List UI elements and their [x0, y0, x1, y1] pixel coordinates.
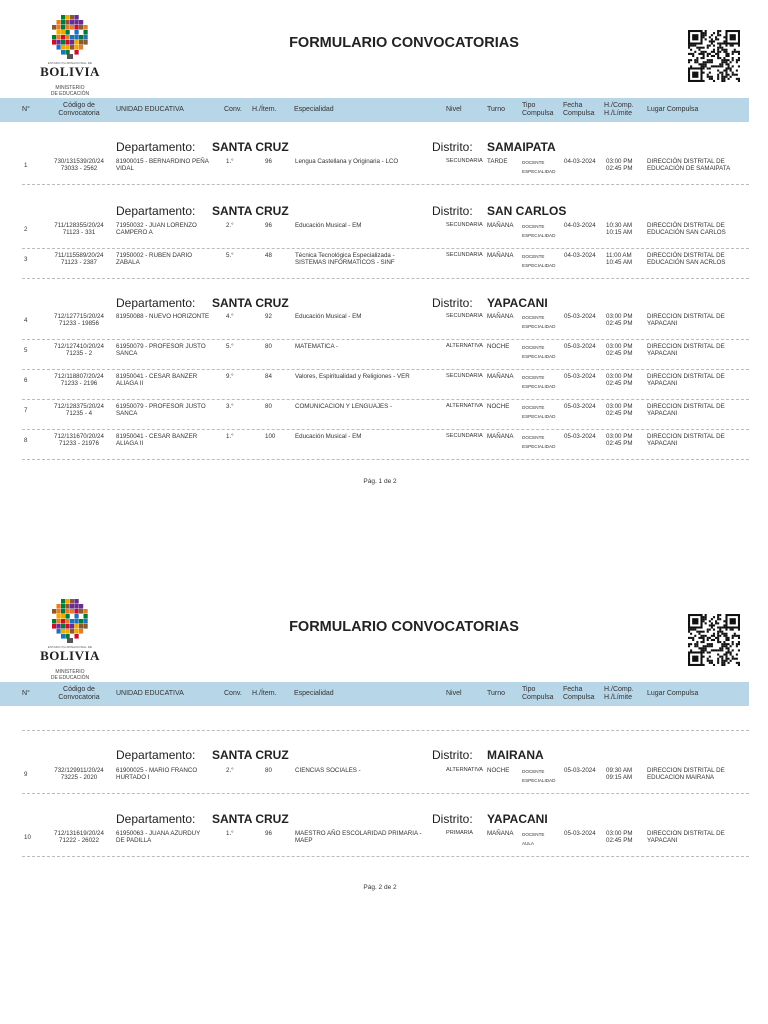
column-header-nivel: Nivel [446, 690, 462, 697]
cell-nivel: SECUNDARIA [446, 373, 483, 379]
cell-lugar: DIRECCIÓN DISTRITAL DE EDUCACIÓN DE SAMAIPATA [647, 158, 731, 173]
cell-conv: 2.° [226, 767, 234, 774]
distrito-value: YAPACANI [487, 812, 548, 826]
distrito-value: SAN CARLOS [487, 204, 567, 218]
column-header-item: H./Ítem. [252, 690, 277, 697]
row-divider [22, 278, 749, 279]
cell-unidad: 61950063 - JUANA AZURDUY DE PADILLA [116, 830, 201, 845]
cell-num: 9 [24, 771, 28, 778]
cell-item: 80 [265, 767, 272, 774]
departamento-value: SANTA CRUZ [212, 812, 289, 826]
cell-conv: 9.° [226, 373, 234, 380]
cell-nivel: SECUNDARIA [446, 222, 483, 228]
cell-tipo: DOCENTE ESPECIALIDAD [522, 435, 556, 449]
cell-unidad: 81900015 - BERNARDINO PEÑA VIDAL [116, 158, 209, 173]
cell-fecha: 05-03-2024 [564, 373, 596, 380]
cell-num: 8 [24, 437, 28, 444]
cell-fecha: 04-03-2024 [564, 252, 596, 259]
cell-lugar: DIRECCIÓN DISTRITAL DE EDUCACIÓN SAN ACRLOS [647, 252, 726, 267]
cell-tipo: DOCENTE ESPECIALIDAD [522, 405, 556, 419]
column-header-especialidad: Especialidad [294, 690, 334, 697]
column-header-conv: Conv. [224, 106, 242, 113]
column-header-codigo: Código de Convocatoria [58, 102, 100, 117]
form-title: FORMULARIO CONVOCATORIAS [289, 619, 519, 635]
cell-hcomp: 03:00 PM 02:45 PM [606, 433, 633, 448]
column-header-tipo: Tipo Compulsa [522, 102, 554, 117]
distrito-label: Distrito: [432, 204, 473, 218]
cell-hcomp: 03:00 PM 02:45 PM [606, 373, 633, 388]
cell-especialidad: CIENCIAS SOCIALES - [295, 767, 361, 774]
column-header-fecha: Fecha Compulsa [563, 686, 595, 701]
cell-especialidad: Educación Musical - EM [295, 433, 362, 440]
row-divider [22, 459, 749, 460]
cell-unidad: 61900025 - MARIO FRANCO HURTADO I [116, 767, 198, 782]
cell-especialidad: Técnica Tecnológica Especializada - SISTEMAS INFORMATICOS - SINF [295, 252, 395, 267]
column-header-unidad: UNIDAD EDUCATIVA [116, 690, 184, 697]
cell-lugar: DIRECCION DISTRITAL DE YAPACANI [647, 433, 725, 448]
cell-unidad: 61950079 - PROFESOR JUSTO SANCA [116, 343, 206, 358]
cell-turno: NOCHE [487, 343, 510, 350]
cell-conv: 5.° [226, 252, 234, 259]
distrito-label: Distrito: [432, 812, 473, 826]
cell-unidad: 61950079 - PROFESOR JUSTO SANCA [116, 403, 206, 418]
table-header [0, 98, 749, 122]
row-divider [22, 369, 749, 370]
cell-codigo: 712/131670/20/24 71233 - 21976 [54, 433, 104, 448]
cell-unidad: 81950088 - NUEVO HORIZONTE [116, 313, 210, 320]
row-divider [22, 184, 749, 185]
cell-turno: MAÑANA [487, 830, 514, 837]
cell-nivel: ALTERNATIVA [446, 343, 483, 349]
cell-codigo: 712/128375/20/24 71235 - 4 [54, 403, 104, 418]
row-divider [22, 429, 749, 430]
cell-hcomp: 03:00 PM 02:45 PM [606, 830, 633, 845]
departamento-label: Departamento: [116, 748, 196, 762]
cell-tipo: DOCENTE ESPECIALIDAD [522, 375, 556, 389]
cell-num: 6 [24, 377, 28, 384]
row-divider [22, 339, 749, 340]
cell-item: 48 [265, 252, 272, 259]
distrito-value: YAPACANI [487, 296, 548, 310]
cell-nivel: SECUNDARIA [446, 158, 483, 164]
cell-hcomp: 03:00 PM 02:45 PM [606, 343, 633, 358]
departamento-label: Departamento: [116, 140, 196, 154]
logo-state-text: ESTADO PLURINACIONAL DE [47, 645, 93, 649]
logo-ministry-text: MINISTERIO DE EDUCACIÓN [50, 669, 90, 681]
departamento-label: Departamento: [116, 812, 196, 826]
cell-item: 80 [265, 403, 272, 410]
cell-item: 84 [265, 373, 272, 380]
departamento-value: SANTA CRUZ [212, 296, 289, 310]
cell-codigo: 732/129911/20/24 73225 - 2020 [54, 767, 104, 782]
cell-item: 96 [265, 158, 272, 165]
column-header-item: H./Ítem. [252, 106, 277, 113]
cell-hcomp: 09:30 AM 09:15 AM [606, 767, 633, 782]
cell-turno: MAÑANA [487, 433, 514, 440]
cell-hcomp: 03:00 PM 02:45 PM [606, 313, 633, 328]
cell-item: 92 [265, 313, 272, 320]
cell-num: 7 [24, 407, 28, 414]
cell-lugar: DIRECCIÓN DISTRITAL DE EDUCACIÓN SAN CARLOS [647, 222, 726, 237]
cell-fecha: 05-03-2024 [564, 767, 596, 774]
distrito-value: SAMAIPATA [487, 140, 556, 154]
cell-especialidad: MATEMATICA - [295, 343, 339, 350]
cell-codigo: 712/127715/20/24 71233 - 19856 [54, 313, 104, 328]
logo-country-text: BOLIVIA [40, 648, 100, 663]
cell-especialidad: Educación Musical - EM [295, 313, 362, 320]
cell-hcomp: 10:30 AM 10:15 AM [606, 222, 633, 237]
cell-num: 3 [24, 256, 28, 263]
column-header-num: N° [22, 106, 30, 113]
distrito-label: Distrito: [432, 140, 473, 154]
cell-lugar: DIRECCION DISTRITAL DE YAPACANI [647, 373, 725, 388]
cell-unidad: 71950002 - RUBEN DARIO ZABALA [116, 252, 193, 267]
departamento-value: SANTA CRUZ [212, 748, 289, 762]
cell-conv: 1.° [226, 433, 234, 440]
cell-tipo: DOCENTE ESPECIALIDAD [522, 315, 556, 329]
cell-turno: MAÑANA [487, 313, 514, 320]
cell-tipo: DOCENTE ESPECIALIDAD [522, 224, 556, 238]
cell-num: 4 [24, 317, 28, 324]
cell-codigo: 712/131619/20/24 71222 - 26022 [54, 830, 104, 845]
ministry-logo [30, 12, 110, 97]
qr-code-icon [688, 30, 740, 82]
cell-turno: MAÑANA [487, 373, 514, 380]
form-title: FORMULARIO CONVOCATORIAS [289, 35, 519, 51]
cell-tipo: DOCENTE ESPECIALIDAD [522, 160, 556, 174]
cell-conv: 1.° [226, 830, 234, 837]
cell-nivel: ALTERNATIVA [446, 403, 483, 409]
cell-nivel: SECUNDARIA [446, 252, 483, 258]
cell-conv: 5.° [226, 343, 234, 350]
cell-especialidad: MAESTRO AÑO ESCOLARIDAD PRIMARIA - MAEP [295, 830, 422, 845]
column-header-turno: Turno [487, 690, 506, 697]
column-header-lugar: Lugar Compulsa [647, 690, 699, 697]
cell-item: 80 [265, 343, 272, 350]
cell-hcomp: 03:00 PM 02:45 PM [606, 158, 633, 173]
cell-hcomp: 11:00 AM 10:45 AM [606, 252, 633, 267]
column-header-num: N° [22, 690, 30, 697]
column-header-tipo: Tipo Compulsa [522, 686, 554, 701]
row-divider [22, 856, 749, 857]
departamento-label: Departamento: [116, 204, 196, 218]
cell-hcomp: 03:00 PM 02:45 PM [606, 403, 633, 418]
logo-state-text: ESTADO PLURINACIONAL DE [47, 61, 93, 65]
column-header-hcomp: H./Comp. H./Límite [604, 102, 634, 117]
page-number: Pág. 1 de 2 [363, 478, 397, 485]
cell-num: 10 [24, 834, 31, 841]
page-number: Pág. 2 de 2 [363, 884, 397, 891]
cell-fecha: 05-03-2024 [564, 403, 596, 410]
cell-lugar: DIRECCION DISTRITAL DE YAPACANI [647, 343, 725, 358]
cell-especialidad: Lengua Castellana y Originaria - LCO [295, 158, 399, 165]
cell-codigo: 730/131539/20/24 73033 - 2562 [54, 158, 104, 173]
distrito-label: Distrito: [432, 748, 473, 762]
cell-fecha: 05-03-2024 [564, 433, 596, 440]
cell-num: 5 [24, 347, 28, 354]
cell-turno: NOCHE [487, 767, 510, 774]
cell-num: 2 [24, 226, 28, 233]
cell-especialidad: Valores, Espiritualidad y Religiones - VER [295, 373, 410, 380]
column-header-nivel: Nivel [446, 106, 462, 113]
cell-lugar: DIRECCION DISTRITAL DE EDUCACION MAIRANA [647, 767, 725, 782]
cell-nivel: SECUNDARIA [446, 433, 483, 439]
ministry-logo [30, 596, 110, 681]
cell-unidad: 71950032 - JUAN LORENZO CAMPERO A [116, 222, 197, 237]
logo-ministry-text: MINISTERIO DE EDUCACIÓN [50, 85, 90, 97]
cell-especialidad: COMUNICACION Y LENGUAJES - [295, 403, 393, 410]
cell-codigo: 712/127410/20/24 71235 - 2 [54, 343, 104, 358]
qr-code-icon [688, 614, 740, 666]
section-divider [22, 730, 749, 731]
cell-item: 96 [265, 222, 272, 229]
cell-conv: 4.° [226, 313, 234, 320]
row-divider [22, 399, 749, 400]
cell-turno: NOCHE [487, 403, 510, 410]
departamento-value: SANTA CRUZ [212, 140, 289, 154]
cell-tipo: DOCENTE ESPECIALIDAD [522, 345, 556, 359]
cell-tipo: DOCENTE ESPECIALIDAD [522, 254, 556, 268]
cell-nivel: SECUNDARIA [446, 313, 483, 319]
column-header-lugar: Lugar Compulsa [647, 106, 699, 113]
cell-codigo: 712/118807/20/24 71233 - 2196 [54, 373, 104, 388]
cell-lugar: DIRECCION DISTRITAL DE YAPACANI [647, 313, 725, 328]
column-header-codigo: Código de Convocatoria [58, 686, 100, 701]
cell-fecha: 05-03-2024 [564, 313, 596, 320]
column-header-turno: Turno [487, 106, 506, 113]
row-divider [22, 248, 749, 249]
cell-nivel: ALTERNATIVA [446, 767, 483, 773]
cell-unidad: 81950041 - CESAR BANZER ALIAGA II [116, 433, 198, 448]
cell-fecha: 04-03-2024 [564, 222, 596, 229]
table-header [0, 682, 749, 706]
column-header-unidad: UNIDAD EDUCATIVA [116, 106, 184, 113]
cell-tipo: DOCENTE ESPECIALIDAD [522, 769, 556, 783]
distrito-label: Distrito: [432, 296, 473, 310]
cell-nivel: PRIMARIA [446, 830, 474, 836]
cell-conv: 3.° [226, 403, 234, 410]
cell-conv: 1.° [226, 158, 234, 165]
cell-lugar: DIRECCION DISTRITAL DE YAPACANI [647, 403, 725, 418]
column-header-conv: Conv. [224, 690, 242, 697]
cell-conv: 2.° [226, 222, 234, 229]
logo-country-text: BOLIVIA [40, 64, 100, 79]
cell-num: 1 [24, 162, 28, 169]
column-header-hcomp: H./Comp. H./Límite [604, 686, 634, 701]
cell-turno: MAÑANA [487, 252, 514, 259]
cell-item: 96 [265, 830, 272, 837]
cell-item: 100 [265, 433, 276, 440]
cell-codigo: 711/115589/20/24 71123 - 2387 [54, 252, 104, 267]
cell-tipo: DOCENTE AULA [522, 832, 545, 846]
departamento-label: Departamento: [116, 296, 196, 310]
cell-turno: TARDE [487, 158, 508, 165]
distrito-value: MAIRANA [487, 748, 544, 762]
cell-turno: MAÑANA [487, 222, 514, 229]
cell-fecha: 05-03-2024 [564, 343, 596, 350]
cell-codigo: 711/128355/20/24 71123 - 331 [54, 222, 104, 237]
cell-lugar: DIRECCION DISTRITAL DE YAPACANI [647, 830, 725, 845]
departamento-value: SANTA CRUZ [212, 204, 289, 218]
cell-unidad: 81950041 - CESAR BANZER ALIAGA II [116, 373, 198, 388]
cell-especialidad: Educación Musical - EM [295, 222, 362, 229]
column-header-fecha: Fecha Compulsa [563, 102, 595, 117]
column-header-especialidad: Especialidad [294, 106, 334, 113]
row-divider [22, 793, 749, 794]
cell-fecha: 04-03-2024 [564, 158, 596, 165]
cell-fecha: 05-03-2024 [564, 830, 596, 837]
